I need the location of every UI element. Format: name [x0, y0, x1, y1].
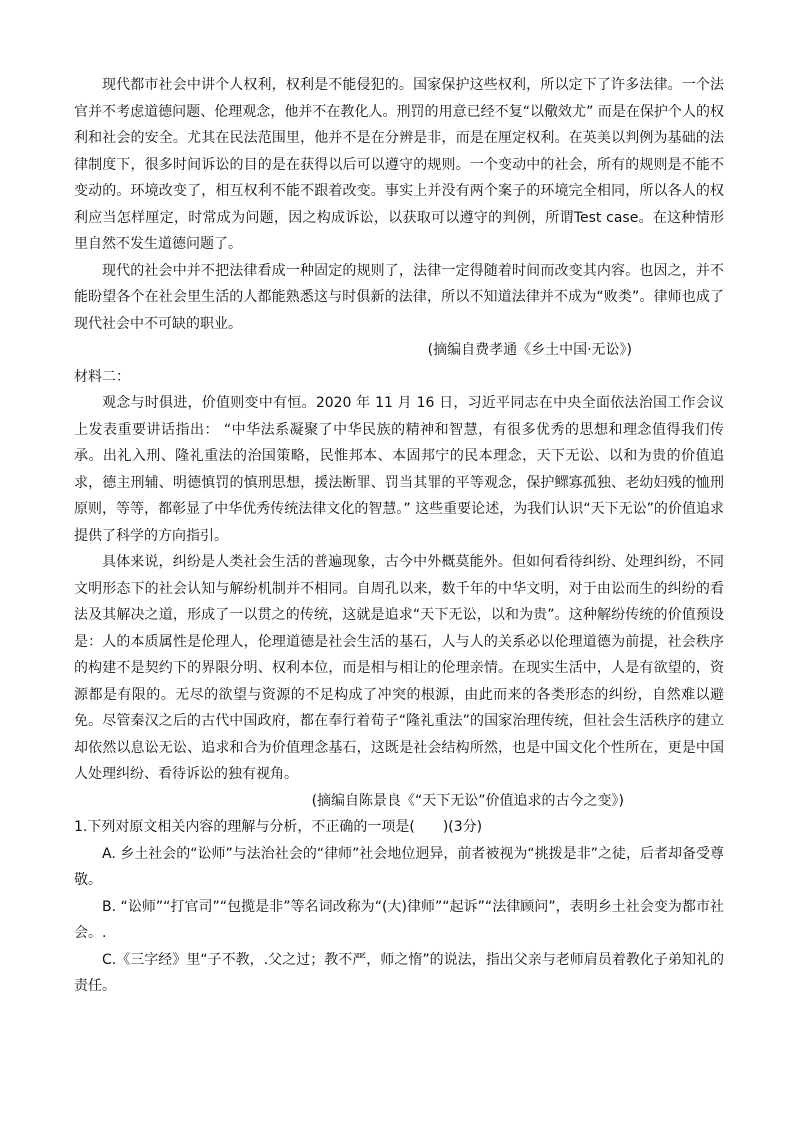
- question-1-option-a: A. 乡土社会的“讼师”与法治社会的“律师”社会地位迥异，前者被视为“挑拨是非”之徒，后者却备受尊敬。: [74, 845, 724, 888]
- question-1-option-c: C.《三字经》里“子不教，.父之过；教不严，师之惰”的说法，指出父亲与老师肩员着教化子弟知礼的责任。: [74, 951, 724, 994]
- material1-paragraph-1: 现代都市社会中讲个人权利，权利是不能侵犯的。国家保护这些权利，所以定下了许多法律。一个法官并不考虑道德问题、伦理观念，他并不在教化人。刑罚的用意已经不复“以儆效尤” 而是在保护个人的权利和社会的安全。尤其在民法范围里，他并不是在分辨是非，而是在厘定权利。在英美以判例为基础的法律制度下，很多时间诉讼的目的是在获得以后可以遵守的规则。一个变动中的社会，所有的规则是不能不变动的。环境改变了，相互权利不能不跟着改变。事实上并没有两个案子的环境完全相同，所以各人的权利应当怎样厘定，时常成为问题，因之构成诉讼，以获取可以遵守的判例，所谓Test case。在这种情形里自然不发生道德问题了。: [74, 77, 724, 252]
- question-1-option-b: B. “讼师”“打官司”“包揽是非”等名词改称为“(大)律师”“起诉”“法律顾问”，表明乡土社会变为都市社会。.: [74, 898, 724, 941]
- question-1-stem: 1.下列对原文相关内容的理解与分析，不正确的一项是( )(3分): [74, 819, 483, 835]
- material2-paragraph-2: 具体来说，纠纷是人类社会生活的普遍现象，古今中外概莫能外。但如何看待纠纷、处理纠纷，不同文明形态下的社会认知与解纷机制并不相同。自周孔以来，数千年的中华文明，对于由讼而生的纠纷的看法及其解决之道，形成了一以贯之的传统，这就是追求“天下无讼，以和为贵”。这种解纷传统的价值预设是：人的本质属性是伦理人，伦理道德是社会生活的基石，人与人的关系必以伦理道德为前提，社会秩序的构建不是契约下的界限分明、权利本位，而是相与相让的伦理亲情。在现实生活中，人是有欲望的，资源都是有限的。无尽的欲望与资源的不足构成了冲突的根源，由此而来的各类形态的纠纷，自然难以避免。尽管秦汉之后的古代中国政府，都在奉行着荀子“隆礼重法”的国家治理传统，但社会生活秩序的建立却依然以息讼无讼、追求和合为价值理念基石，这既是社会结构所然，也是中国文化个性所在，更是中国人处理纠纷、看待诉讼的独有视角。: [74, 554, 724, 782]
- material1-paragraph-2: 现代的社会中并不把法律看成一种固定的规则了，法律一定得随着时间而改变其内容。也因之，并不能盼望各个在社会里生活的人都能熟悉这与时俱新的法律，所以不知道法律并不成为“败类”。律师也成了现代社会中不可缺的职业。: [74, 262, 724, 332]
- document-page: [74, 72, 724, 1000]
- material2-source: (摘编自陈景良《“天下无讼”价值追求的古今之变》): [311, 792, 624, 809]
- material2-paragraph-1: 观念与时俱进，价值则变中有恒。2020 年 11 月 16 日，习近平同志在中央全面依法治国工作会议上发表重要讲话指出： “中华法系凝聚了中华民族的精神和智慧，有很多优秀的思想和理念值得我们传承。出礼入刑、隆礼重法的治国策略，民惟邦本、本固邦宁的民本理念，天下无讼、以和为贵的价值追求，德主刑辅、明德慎罚的慎刑思想，援法断罪、罚当其罪的平等观念，保护鳏寡孤独、老幼妇残的恤刑原则，等等，都彰显了中华优秀传统法律文化的智慧。” 这些重要论述，为我们认识“天下无讼”的价值追求提供了科学的方向指引。: [74, 395, 724, 544]
- material1-source: (摘编自费孝通《乡土中国·无讼》): [427, 342, 632, 358]
- material2-heading: 材料二：: [74, 368, 130, 385]
